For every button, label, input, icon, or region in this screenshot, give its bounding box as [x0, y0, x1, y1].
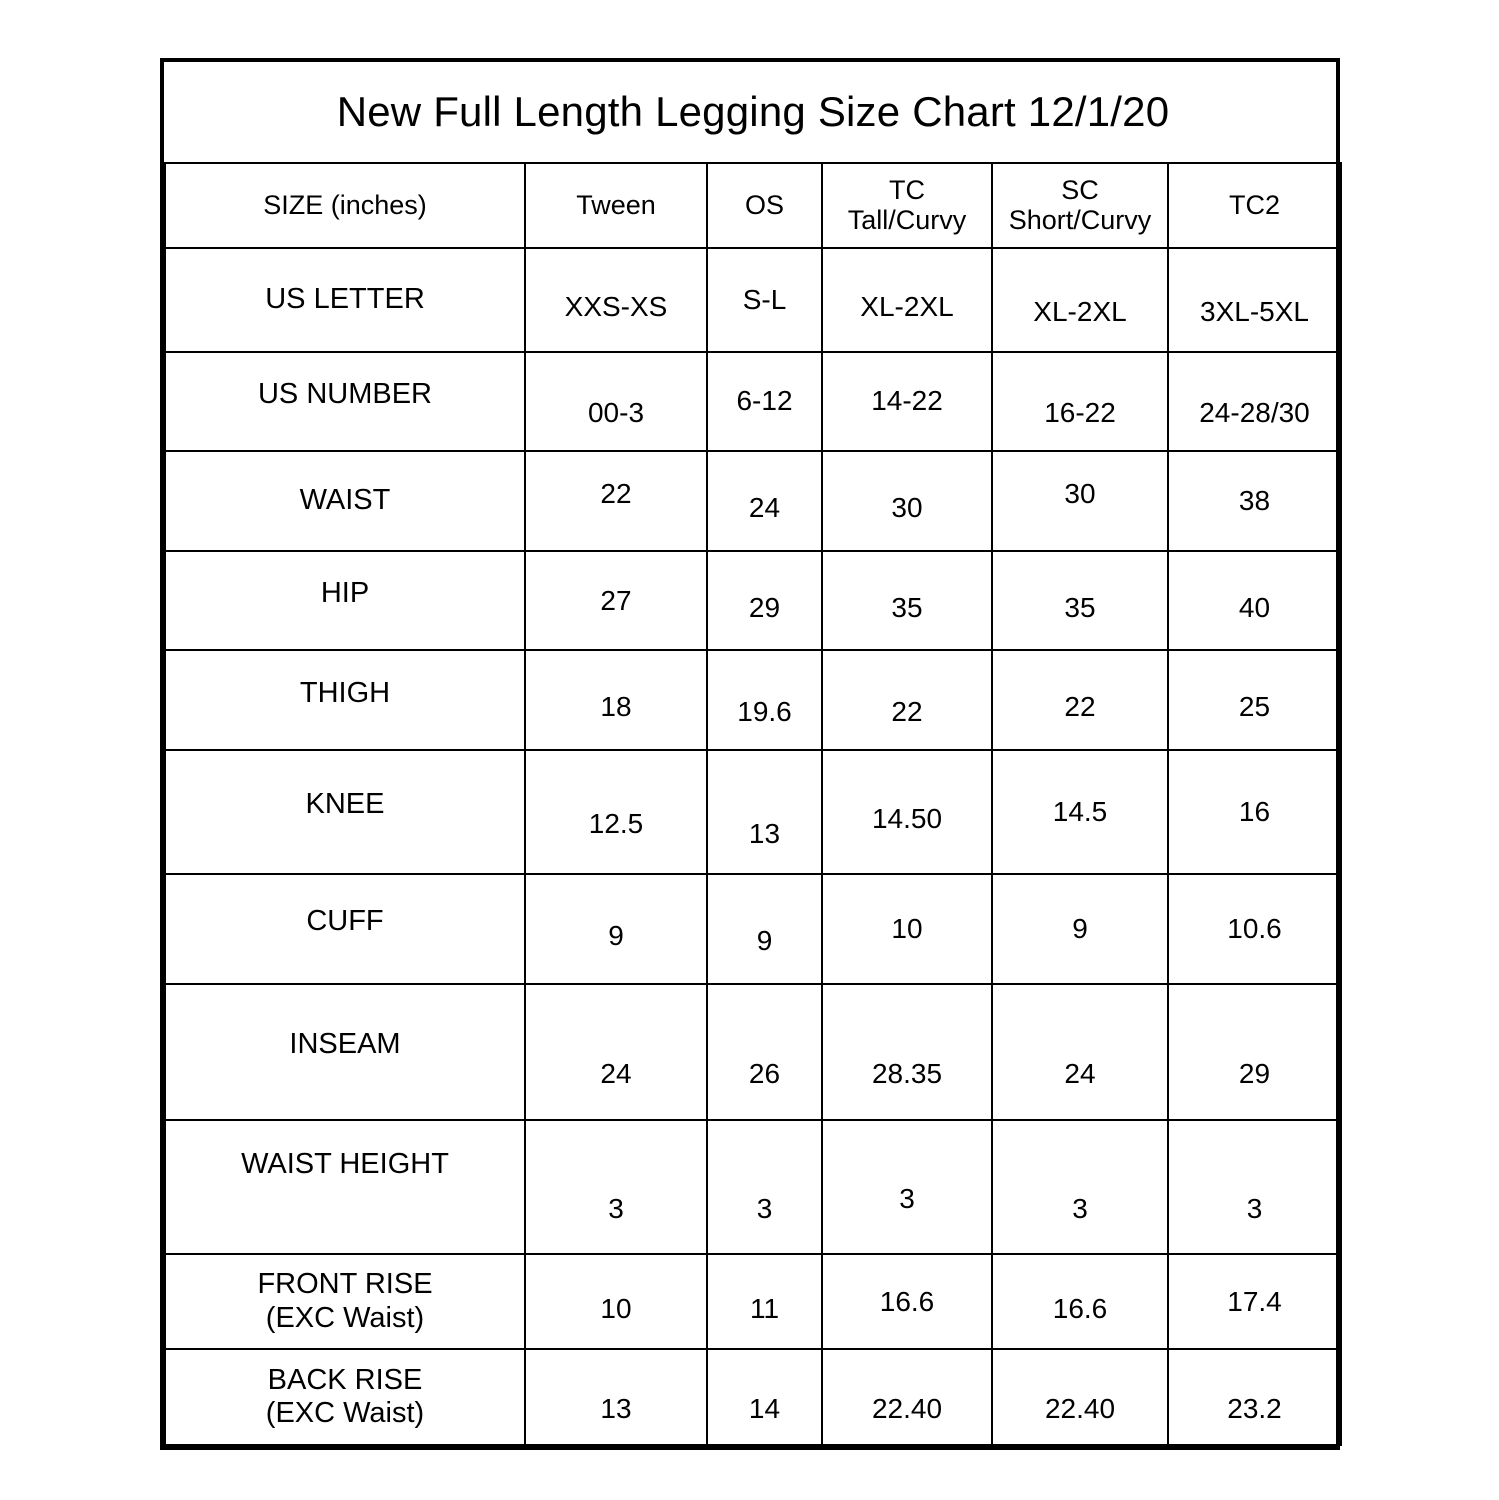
- column-header-sc: [992, 163, 1168, 248]
- row-label-front-rise-sub: (EXC Waist): [265, 1301, 425, 1334]
- cell-cuff-tc2: 10.6: [1168, 874, 1341, 984]
- column-header-tc2: [1168, 163, 1341, 248]
- cell-waist-tc: 30: [822, 451, 992, 551]
- cell-hip-sc: 35: [992, 551, 1168, 651]
- cell-waist-height-tween: 3: [525, 1120, 707, 1254]
- cell-inseam-tween: 24: [525, 984, 707, 1120]
- cell-knee-sc: 14.5: [992, 750, 1168, 874]
- page-title: New Full Length Legging Size Chart 12/1/20: [165, 62, 1341, 163]
- cell-inseam-tc: 28.35: [822, 984, 992, 1120]
- cell-thigh-tc2: 25: [1168, 650, 1341, 750]
- cell-back-rise-sc: 22.40: [992, 1349, 1168, 1445]
- row-label-us-letter: US LETTER: [165, 248, 525, 352]
- cell-inseam-sc: 24: [992, 984, 1168, 1120]
- row-label-waist-height: WAIST HEIGHT: [165, 1120, 525, 1254]
- column-header-tc2-name: TC2: [1228, 190, 1280, 221]
- cell-waist-tween: 22: [525, 451, 707, 551]
- column-header-row: [165, 163, 1341, 248]
- cell-thigh-os: 19.6: [707, 650, 822, 750]
- row-label-front-rise-main: FRONT RISE: [257, 1268, 433, 1301]
- column-header-tc-sub: Tall/Curvy: [847, 205, 967, 236]
- cell-cuff-tc: 10: [822, 874, 992, 984]
- row-label-us-number: US NUMBER: [165, 352, 525, 452]
- row-label-inseam: INSEAM: [165, 984, 525, 1120]
- row-header-label: SIZE (inches): [165, 163, 525, 248]
- row-label-front-rise: [165, 1254, 525, 1350]
- cell-cuff-sc: 9: [992, 874, 1168, 984]
- cell-us-letter-tc2: 3XL-5XL: [1168, 248, 1341, 352]
- table-row: [165, 1120, 1341, 1254]
- cell-back-rise-tc: 22.40: [822, 1349, 992, 1445]
- cell-front-rise-tc2: 17.4: [1168, 1254, 1341, 1350]
- row-label-back-rise: [165, 1349, 525, 1445]
- cell-waist-height-os: 3: [707, 1120, 822, 1254]
- table-row: [165, 248, 1341, 352]
- cell-hip-tc2: 40: [1168, 551, 1341, 651]
- size-chart-frame: [160, 58, 1340, 1450]
- table-row: [165, 650, 1341, 750]
- cell-inseam-tc2: 29: [1168, 984, 1341, 1120]
- cell-knee-tc2: 16: [1168, 750, 1341, 874]
- cell-thigh-tween: 18: [525, 650, 707, 750]
- column-header-sc-name: SC: [1061, 175, 1099, 206]
- table-row: [165, 984, 1341, 1120]
- cell-front-rise-sc: 16.6: [992, 1254, 1168, 1350]
- cell-waist-height-tc: 3: [822, 1120, 992, 1254]
- row-label-back-rise-main: BACK RISE: [267, 1363, 423, 1396]
- cell-back-rise-os: 14: [707, 1349, 822, 1445]
- size-chart-table: [164, 62, 1342, 1446]
- cell-inseam-os: 26: [707, 984, 822, 1120]
- cell-knee-tc: 14.50: [822, 750, 992, 874]
- cell-knee-os: 13: [707, 750, 822, 874]
- column-header-tween-name: Tween: [576, 190, 656, 221]
- table-row: [165, 1254, 1341, 1350]
- cell-front-rise-os: 11: [707, 1254, 822, 1350]
- table-row: [165, 551, 1341, 651]
- row-label-thigh: THIGH: [165, 650, 525, 750]
- row-label-back-rise-sub: (EXC Waist): [265, 1397, 425, 1430]
- cell-waist-height-sc: 3: [992, 1120, 1168, 1254]
- cell-us-letter-sc: XL-2XL: [992, 248, 1168, 352]
- cell-thigh-tc: 22: [822, 650, 992, 750]
- cell-hip-tc: 35: [822, 551, 992, 651]
- cell-knee-tween: 12.5: [525, 750, 707, 874]
- cell-us-number-sc: 16-22: [992, 352, 1168, 452]
- cell-back-rise-tween: 13: [525, 1349, 707, 1445]
- column-header-sc-sub: Short/Curvy: [1008, 205, 1152, 236]
- cell-us-number-tween: 00-3: [525, 352, 707, 452]
- cell-cuff-os: 9: [707, 874, 822, 984]
- column-header-os: [707, 163, 822, 248]
- table-row: [165, 352, 1341, 452]
- cell-back-rise-tc2: 23.2: [1168, 1349, 1341, 1445]
- cell-us-number-os: 6-12: [707, 352, 822, 452]
- table-row: [165, 750, 1341, 874]
- table-row: [165, 1349, 1341, 1445]
- cell-hip-os: 29: [707, 551, 822, 651]
- cell-front-rise-tc: 16.6: [822, 1254, 992, 1350]
- cell-us-letter-tc: XL-2XL: [822, 248, 992, 352]
- cell-waist-os: 24: [707, 451, 822, 551]
- row-label-cuff: CUFF: [165, 874, 525, 984]
- cell-front-rise-tween: 10: [525, 1254, 707, 1350]
- cell-waist-tc2: 38: [1168, 451, 1341, 551]
- cell-thigh-sc: 22: [992, 650, 1168, 750]
- cell-us-letter-os: S-L: [707, 248, 822, 352]
- table-row: [165, 874, 1341, 984]
- table-row: [165, 451, 1341, 551]
- cell-us-letter-tween: XXS-XS: [525, 248, 707, 352]
- cell-waist-height-tc2: 3: [1168, 1120, 1341, 1254]
- cell-us-number-tc2: 24-28/30: [1168, 352, 1341, 452]
- cell-us-number-tc: 14-22: [822, 352, 992, 452]
- column-header-tc-name: TC: [889, 175, 925, 206]
- column-header-os-name: OS: [744, 190, 784, 221]
- row-label-waist: WAIST: [165, 451, 525, 551]
- column-header-tc: [822, 163, 992, 248]
- cell-waist-sc: 30: [992, 451, 1168, 551]
- title-row: [165, 62, 1341, 163]
- cell-hip-tween: 27: [525, 551, 707, 651]
- cell-cuff-tween: 9: [525, 874, 707, 984]
- column-header-tween: [525, 163, 707, 248]
- row-label-hip: HIP: [165, 551, 525, 651]
- row-label-knee: KNEE: [165, 750, 525, 874]
